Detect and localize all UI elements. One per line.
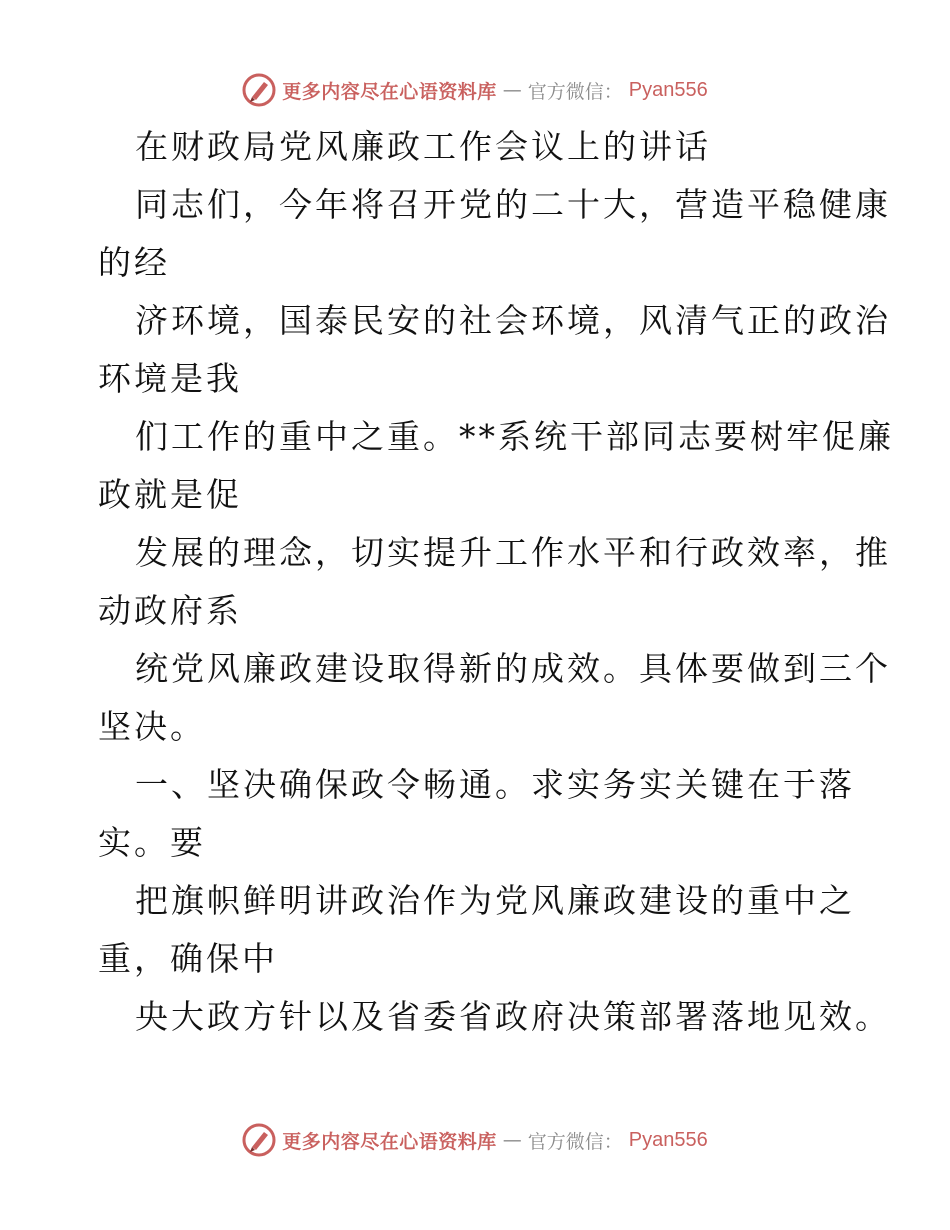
document-line: 政就是促 — [98, 475, 242, 514]
watermark-contact-label: 官方微信： — [527, 80, 623, 103]
document-line: 一、坚决确保政令畅通。求实务实关键在于落 — [135, 765, 855, 804]
document-line: 动政府系 — [98, 591, 242, 630]
watermark-separator: — — [502, 1129, 522, 1151]
document-line: 实。要 — [98, 823, 206, 862]
watermark-contact-id: Pyan556 — [628, 1128, 708, 1151]
pen-seal-icon — [242, 1123, 276, 1157]
watermark-contact-label: 官方微信： — [527, 1130, 623, 1153]
document-line: 们工作的重中之重。**系统干部同志要树牢促廉 — [135, 417, 894, 456]
document-line: 的经 — [98, 243, 170, 282]
document-line: 济环境，国泰民安的社会环境，风清气正的政治 — [135, 301, 891, 340]
document-line: 重，确保中 — [98, 939, 278, 978]
document-line: 环境是我 — [98, 359, 242, 398]
watermark-brand: 更多内容尽在心语资料库 — [282, 80, 497, 103]
document-body — [98, 118, 894, 1046]
watermark-brand: 更多内容尽在心语资料库 — [282, 1130, 497, 1153]
watermark-contact-id: Pyan556 — [628, 78, 708, 101]
document-line: 在财政局党风廉政工作会议上的讲话 — [135, 127, 711, 166]
document-line: 坚决。 — [98, 707, 206, 746]
document-line: 把旗帜鲜明讲政治作为党风廉政建设的重中之 — [135, 881, 855, 920]
header-watermark — [0, 70, 950, 110]
document-line: 发展的理念，切实提升工作水平和行政效率，推 — [135, 533, 891, 572]
footer-watermark — [0, 1120, 950, 1160]
document-line: 同志们，今年将召开党的二十大，营造平稳健康 — [135, 185, 891, 224]
pen-seal-icon — [242, 73, 276, 107]
document-line: 统党风廉政建设取得新的成效。具体要做到三个 — [135, 649, 891, 688]
document-line: 央大政方针以及省委省政府决策部署落地见效。 — [135, 997, 891, 1036]
watermark-separator: — — [502, 79, 522, 101]
